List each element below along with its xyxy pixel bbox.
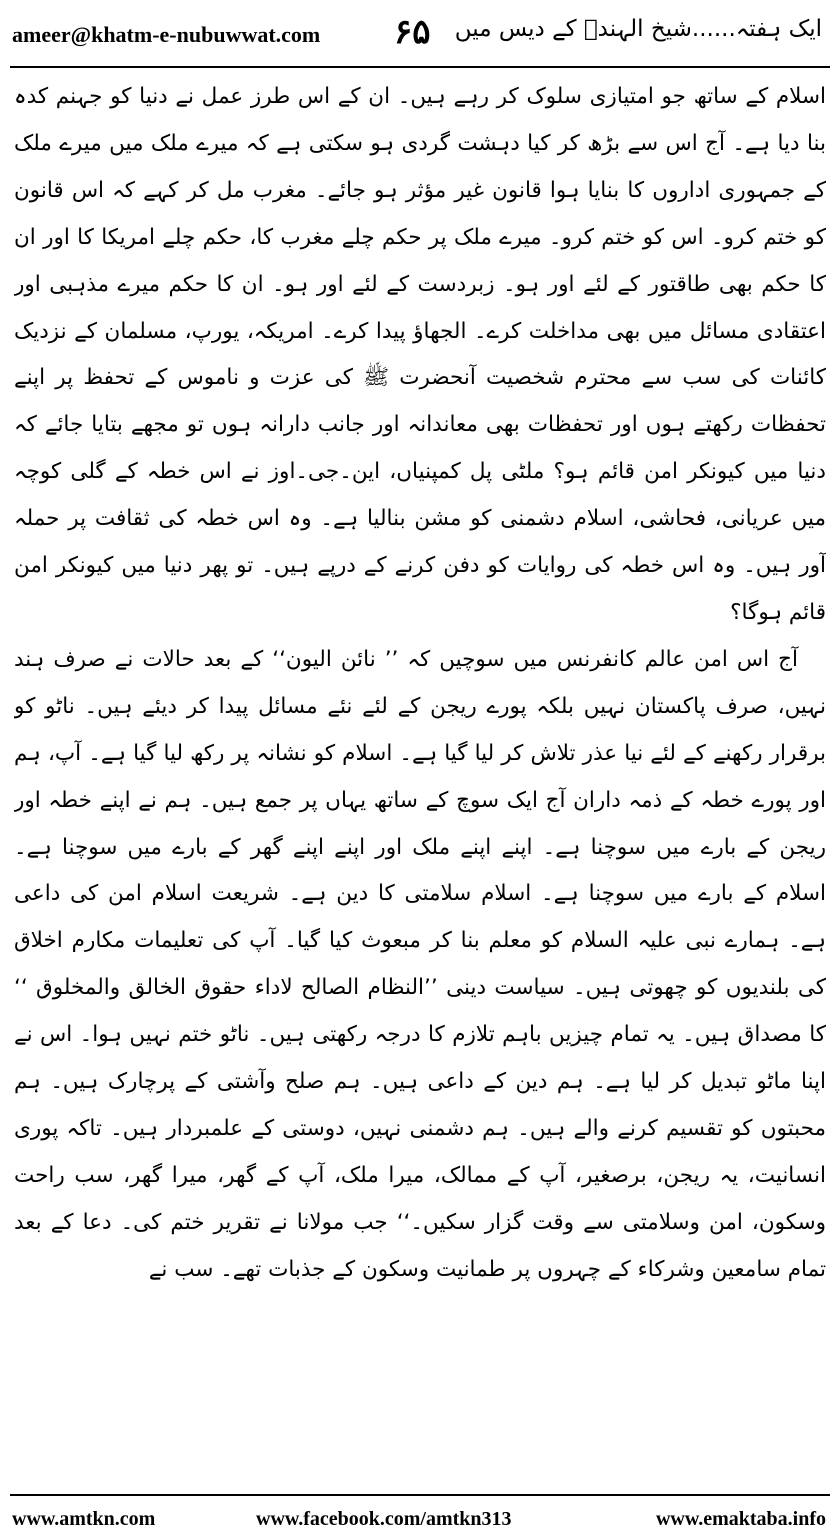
- page-header: [0, 0, 840, 72]
- footer-link-amtkn[interactable]: www.amtkn.com: [12, 1508, 156, 1530]
- body-text: [14, 74, 826, 1482]
- footer-divider: [10, 1494, 830, 1496]
- paragraph-2: آج اس امن عالم کانفرنس میں سوچیں کہ ’’ نائن الیون‘‘ کے بعد حالات نے صرف ہند نہیں، صرف پاکستان نہیں بلکہ پورے ریجن کے لئے نئے مسائل پیدا کر دیئے ہیں۔ ناٹو کو برقرار رکھنے کے لئے نیا عذر تلاش کر لیا گیا ہے۔ اسلام کو نشانہ پر رکھ لیا گیا ہے۔ آپ، ہم اور پورے خطہ کے ذمہ داران آج ایک سوچ کے ساتھ یہاں پر جمع ہیں۔ ہم نے اپنے خطہ اور ریجن کے بارے میں سوچنا ہے۔ اپنے اپنے ملک اور اپنے اپنے گھر کے بارے میں سوچنا ہے۔ اسلام کے بارے میں سوچنا ہے۔ اسلام سلامتی کا دین ہے۔ شریعت اسلام امن کی داعی ہے۔ ہمارے نبی علیہ السلام کو معلم بنا کر مبعوث کیا گیا۔ آپ کی تعلیمات مکارم اخلاق کی بلندیوں کو چھوتی ہیں۔ سیاست دینی ’’النظام الصالح لاداء حقوق الخالق والمخلوق ‘‘ کا مصداق ہیں۔ یہ تمام چیزیں باہم تلازم کا درجہ رکھتی ہیں۔ ناٹو ختم نہیں ہوا۔ اس نے اپنا ماٹو تبدیل کر لیا ہے۔ ہم دین کے داعی ہیں۔ ہم صلح وآشتی کے پرچارک ہیں۔ ہم محبتوں کو تقسیم کرنے والے ہیں۔ ہم دشمنی نہیں، دوستی کے علمبردار ہیں۔ تاکہ پوری انسانیت، یہ ریجن، برصغیر، آپ کے ممالک، میرا ملک، آپ کے گھر، میرا گھر، سب راحت وسکون، امن وسلامتی سے وقت گزار سکیں۔‘‘ جب مولانا نے تقریر ختم کی۔ دعا کے بعد تمام سامعین وشرکاء کے چہروں پر طمانیت وسکون کے جذبات تھے۔ سب نے: [14, 646, 826, 1282]
- header-divider: [10, 66, 830, 68]
- header-email: ameer@khatm-e-nubuwwat.com: [12, 22, 321, 47]
- page-number: ۶۵: [394, 12, 431, 52]
- page-footer: [0, 1500, 840, 1540]
- paragraph-1: اسلام کے ساتھ جو امتیازی سلوک کر رہے ہیں۔ ان کے اس طرز عمل نے دنیا کو جہنم کدہ بنا دیا ہے۔ آج اس سے بڑھ کر کیا دہشت گردی ہو سکتی ہے کہ میرے ملک میں میرے ملک کے جمہوری اداروں کا بنایا ہوا قانون غیر مؤثر ہو جائے۔ مغرب مل کر کہے کہ اس قانون کو ختم کرو۔ اس کو ختم کرو۔ میرے ملک پر حکم چلے مغرب کا، حکم چلے امریکا کا اور ان کا حکم بھی طاقتور کے لئے اور ہو۔ زبردست کے لئے اور ہو۔ ان کا حکم میرے مذہبی اور اعتقادی مسائل میں بھی مداخلت کرے۔ الجھاؤ پیدا کرے۔ امریکہ، یورپ، مسلمان کے نزدیک کائنات کی سب سے محترم شخصیت آنحضرت ﷺ کی عزت و ناموس کے تحفظ پر اپنے تحفظات رکھتے ہوں اور تحفظات بھی معاندانہ اور جانب دارانہ ہوں تو مجھے بتایا جائے کہ دنیا میں کیونکر امن قائم ہو؟ ملٹی پل کمپنیاں، این۔جی۔اوز نے اس خطہ کے گلی کوچہ میں عریانی، فحاشی، اسلام دشمنی کو مشن بنالیا ہے۔ وہ اس خطہ کی ثقافت پر حملہ آور ہیں۔ وہ اس خطہ کی روایات کو دفن کرنے کے درپے ہیں۔ تو پھر دنیا میں کیونکر امن قائم ہوگا؟: [14, 84, 826, 625]
- running-title: ایک ہفتہ......شیخ الہندؒ کے دیس میں: [454, 16, 822, 42]
- footer-link-emaktaba[interactable]: www.emaktaba.info: [655, 1508, 826, 1530]
- footer-link-facebook[interactable]: www.facebook.com/amtkn313: [256, 1508, 512, 1530]
